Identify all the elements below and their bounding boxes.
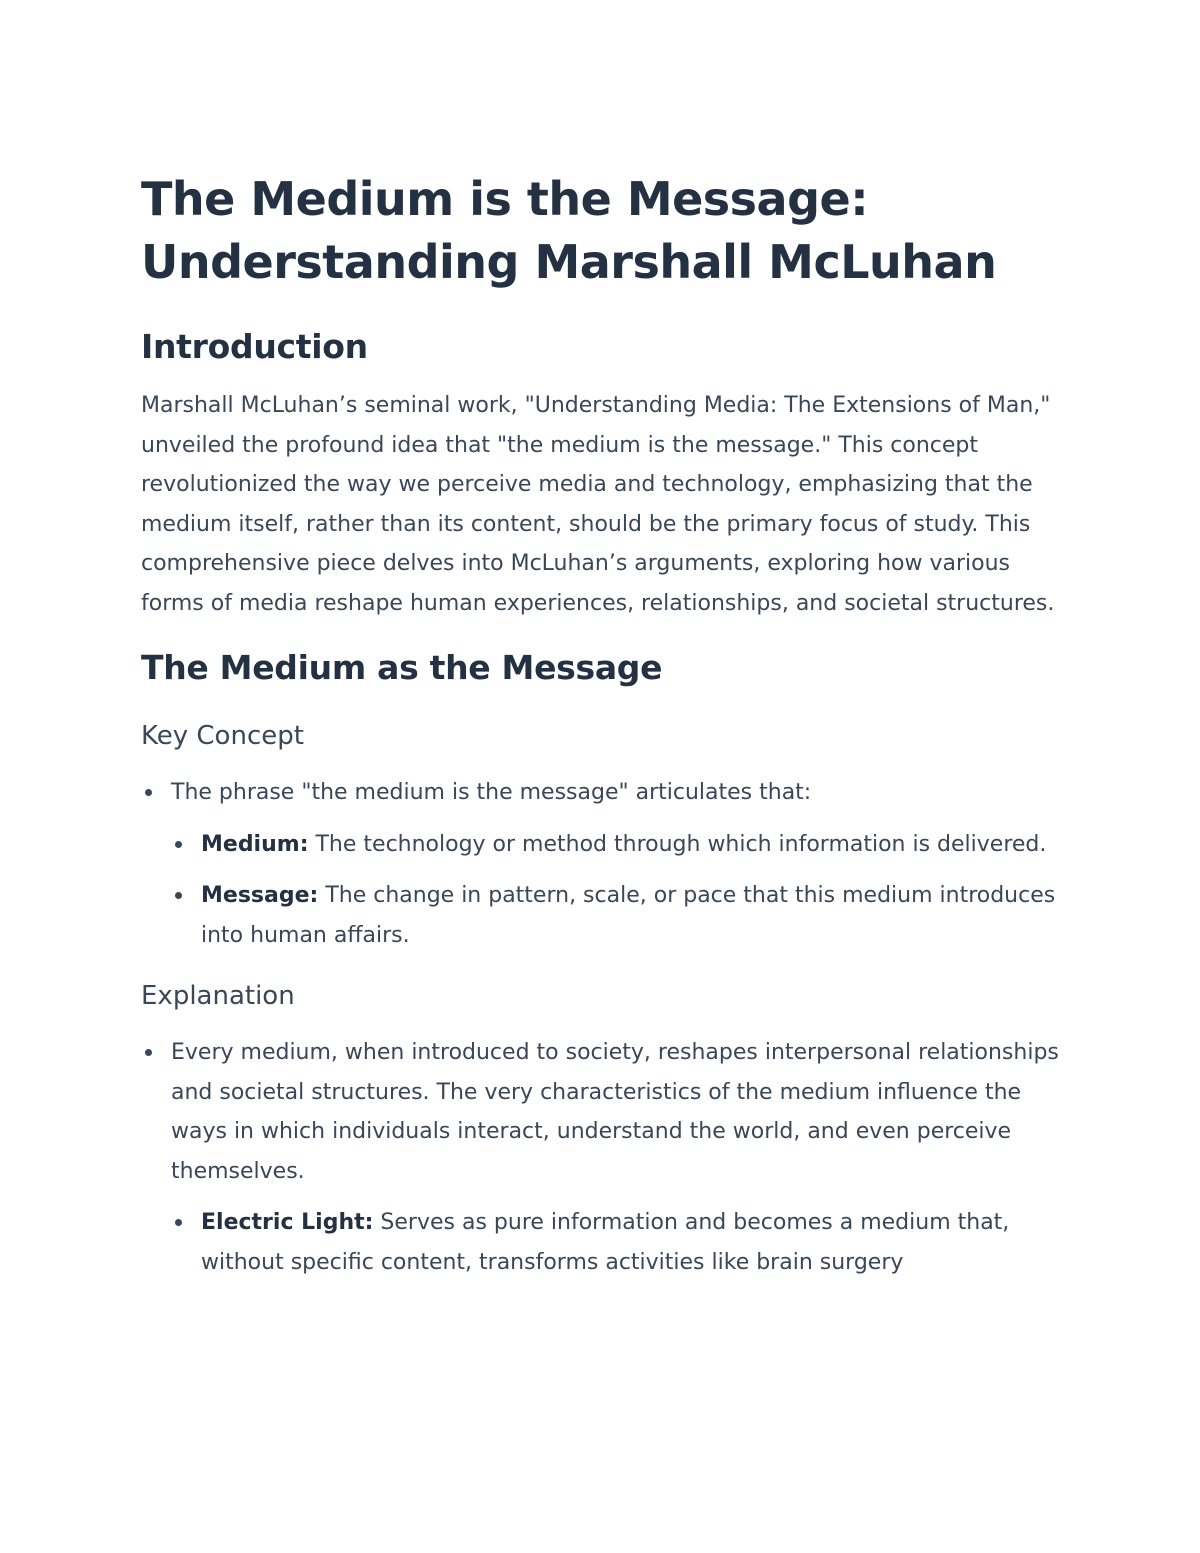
introduction-paragraph: Marshall McLuhan’s seminal work, "Understanding Media: The Extensions of Man," unveiled the profound idea that "the medium is the message." This concept revolutionized the way we perceive media and technology, emphasizing that the medium itself, rather than its content, should be the primary focus of study. This comprehensive piece delves into McLuhan’s arguments, exploring how various forms of media reshape human experiences, relationships, and societal structures. [141,393,1055,616]
key-concept-list [141,773,1071,955]
document-title-line-1: The Medium is the Message: [141,172,869,226]
message-definition: The change in pattern, scale, or pace that this medium introduces into human affairs. [201,883,1056,948]
explanation-bullet-text: Every medium, when introduced to society, reshapes interpersonal relationships and societal structures. The very characteristics of the medium influence the ways in which individuals interact, understand the world, and even perceive themselves. [171,1040,1059,1184]
document-page [141,168,1071,1282]
list-item [141,773,1071,955]
medium-term: Medium: [201,831,309,857]
list-item [171,825,1071,865]
list-item [141,1033,1071,1282]
medium-as-message-heading: The Medium as the Message [141,648,663,687]
document-title-line-2: Understanding Marshall McLuhan [141,235,997,289]
message-term: Message: [201,883,319,908]
key-concept-sublist [171,825,1071,956]
list-item [171,1203,1071,1282]
introduction-heading: Introduction [141,327,368,366]
medium-definition: The technology or method through which information is delivered. [308,831,1047,857]
explanation-sublist [171,1203,1071,1282]
explanation-heading: Explanation [141,981,295,1011]
key-concept-bullet-text: The phrase "the medium is the message" articulates that: [171,780,812,805]
electric-light-term: Electric Light: [201,1210,374,1235]
explanation-list [141,1033,1071,1282]
key-concept-heading: Key Concept [141,721,304,751]
document-title [141,168,1071,294]
electric-light-definition: Serves as pure information and becomes a medium that, without specific content, transforms activities like brain surgery [201,1210,1010,1275]
list-item [171,876,1071,955]
